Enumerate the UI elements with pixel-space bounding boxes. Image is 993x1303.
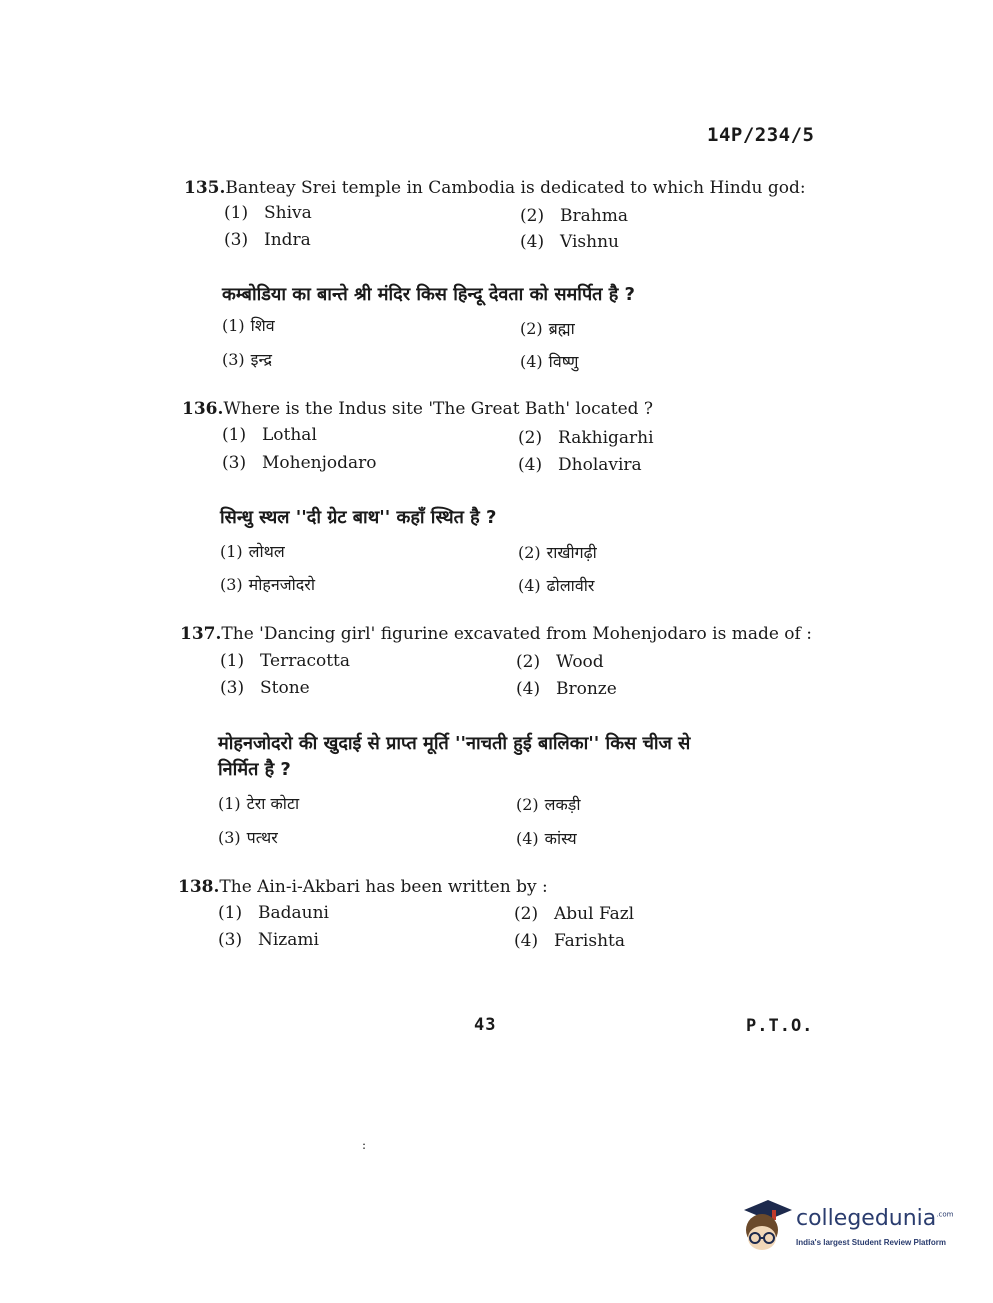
question-text-hindi: सिन्धु स्थल ''दी ग्रेट बाथ'' कहाँ स्थित है ? bbox=[220, 507, 497, 528]
option-3-hindi: (3) पत्थर bbox=[218, 828, 278, 847]
option-2-hindi: (2) ब्रह्मा bbox=[520, 319, 575, 338]
option-3: (3) Stone bbox=[220, 678, 310, 698]
option-1-hindi: (1) टेरा कोटा bbox=[218, 794, 300, 813]
question-text: 138.The Ain-i-Akbari has been written by : bbox=[178, 877, 548, 897]
option-2-hindi: (2) राखीगढ़ी bbox=[518, 543, 597, 562]
option-3: (3) Indra bbox=[224, 230, 311, 250]
option-1: (1) Shiva bbox=[224, 203, 312, 223]
option-4-hindi: (4) विष्णु bbox=[520, 352, 579, 371]
option-3: (3) Mohenjodaro bbox=[222, 453, 377, 473]
question-text: 136.Where is the Indus site 'The Great Bath' located ? bbox=[182, 399, 654, 419]
question-text-hindi-line1: मोहनजोदरो की खुदाई से प्राप्त मूर्ति ''नाचती हुई बालिका'' किस चीज से bbox=[218, 733, 691, 754]
mascot-icon bbox=[738, 1198, 794, 1256]
option-1: (1) Lothal bbox=[222, 425, 317, 445]
question-text: 135.Banteay Srei temple in Cambodia is dedicated to which Hindu god: bbox=[184, 178, 806, 198]
paper-code: 14P/234/5 bbox=[707, 124, 815, 146]
option-3-hindi: (3) मोहनजोदरो bbox=[220, 575, 315, 594]
option-1-hindi: (1) शिव bbox=[222, 316, 275, 335]
option-3-hindi: (3) इन्द्र bbox=[222, 350, 272, 369]
option-1-hindi: (1) लोथल bbox=[220, 542, 285, 561]
option-4: (4) Vishnu bbox=[520, 232, 619, 252]
option-1: (1) Badauni bbox=[218, 903, 329, 923]
option-2: (2) Brahma bbox=[520, 206, 628, 226]
option-2: (2) Rakhigarhi bbox=[518, 428, 654, 448]
option-4: (4) Dholavira bbox=[518, 455, 642, 475]
option-4-hindi: (4) कांस्य bbox=[516, 829, 577, 848]
question-text-hindi: कम्बोडिया का बान्ते श्री मंदिर किस हिन्दू देवता को समर्पित है ? bbox=[222, 284, 635, 305]
question-text: 137.The 'Dancing girl' figurine excavated from Mohenjodaro is made of : bbox=[180, 624, 812, 644]
option-2-hindi: (2) लकड़ी bbox=[516, 795, 581, 814]
stray-mark: : bbox=[362, 1138, 367, 1152]
option-4: (4) Farishta bbox=[514, 931, 625, 951]
option-2: (2) Wood bbox=[516, 652, 604, 672]
brand-name: collegedunia$^{.com}$ bbox=[796, 1206, 954, 1231]
brand-tagline: India's largest Student Review Platform bbox=[796, 1238, 946, 1247]
option-1: (1) Terracotta bbox=[220, 651, 351, 671]
page-number: 43 bbox=[474, 1015, 497, 1035]
collegedunia-logo bbox=[738, 1198, 960, 1256]
question-text-hindi-line2: निर्मित है ? bbox=[218, 759, 291, 780]
option-2: (2) Abul Fazl bbox=[514, 904, 635, 924]
pto-label: P.T.O. bbox=[746, 1016, 814, 1036]
option-4-hindi: (4) ढोलावीर bbox=[518, 576, 595, 595]
option-4: (4) Bronze bbox=[516, 679, 617, 699]
option-3: (3) Nizami bbox=[218, 930, 319, 950]
